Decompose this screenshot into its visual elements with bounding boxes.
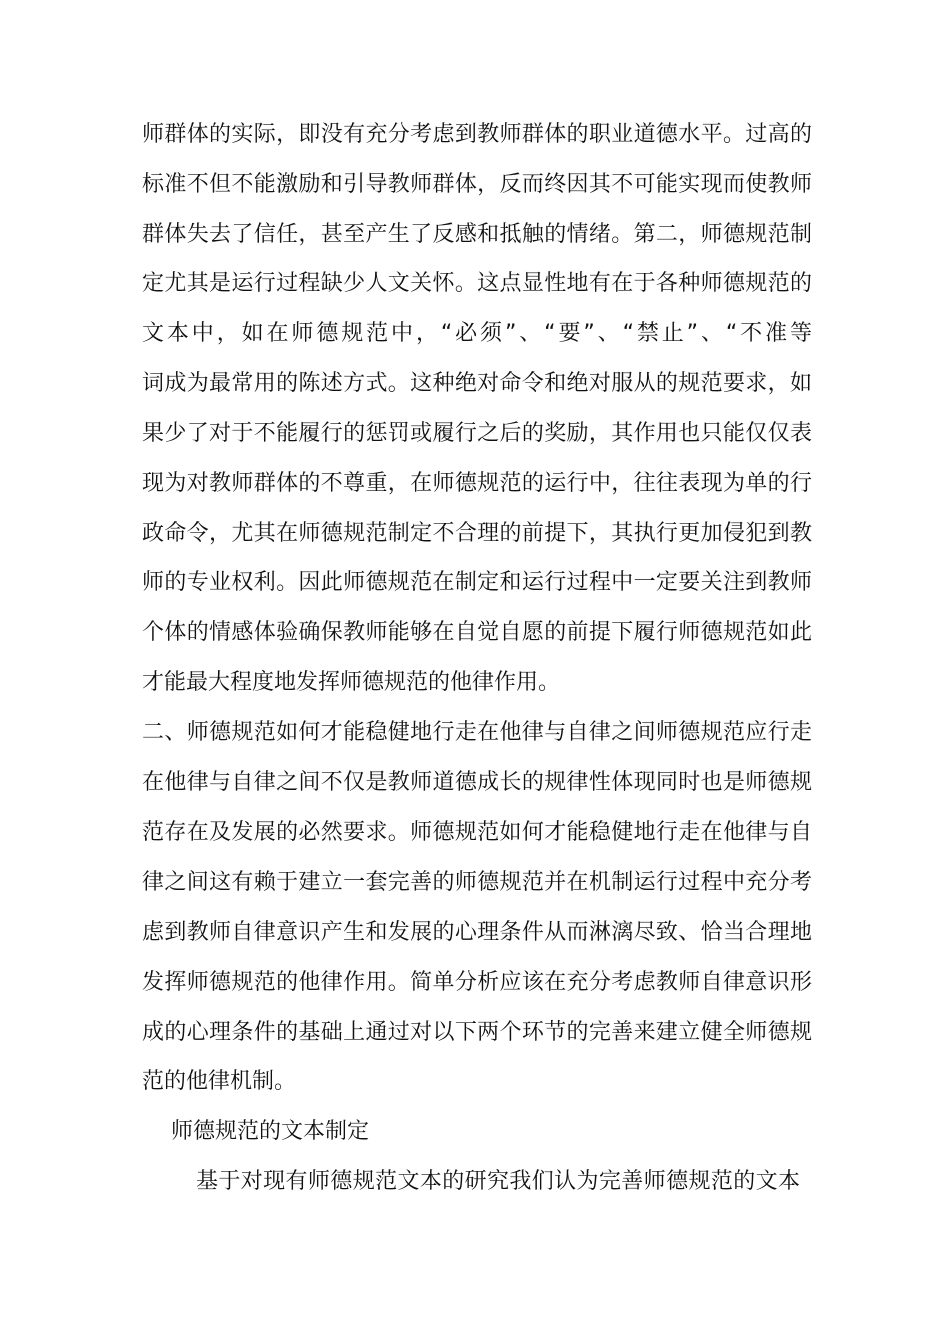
text-line: 成的心理条件的基础上通过对以下两个环节的完善来建立健全师德规 bbox=[142, 1020, 812, 1045]
text-line: 律之间这有赖于建立一套完善的师德规范并在机制运行过程中充分考 bbox=[142, 870, 812, 895]
text-line: 师的专业权利。因此师德规范在制定和运行过程中一定要关注到教师 bbox=[142, 570, 812, 595]
text-line: 在他律与自律之间不仅是教师道德成长的规律性体现同时也是师德规 bbox=[142, 770, 812, 795]
text-line: 师群体的实际，即没有充分考虑到教师群体的职业道德水平。过高的 bbox=[142, 122, 812, 147]
text-line: 群体失去了信任，甚至产生了反感和抵触的情绪。第二，师德规范制 bbox=[142, 222, 812, 247]
text-line: 范的他律机制。 bbox=[142, 1069, 297, 1094]
text-line: 定尤其是运行过程缺少人文关怀。这点显性地有在于各种师德规范的 bbox=[142, 271, 812, 296]
text-line: 发挥师德规范的他律作用。简单分析应该在充分考虑教师自律意识形 bbox=[142, 970, 812, 995]
text-line: 标准不但不能激励和引导教师群体，反而终因其不可能实现而使教师 bbox=[142, 172, 812, 197]
text-line: 词成为最常用的陈述方式。这种绝对命令和绝对服从的规范要求，如 bbox=[142, 371, 812, 396]
text-line: 才能最大程度地发挥师德规范的他律作用。 bbox=[142, 670, 561, 695]
text-line: 现为对教师群体的不尊重，在师德规范的运行中，往往表现为单的行 bbox=[142, 471, 812, 496]
subsection-heading: 师德规范的文本制定 bbox=[171, 1119, 370, 1144]
text-line: 文本中，如在师德规范中，“必须”、“要”、“禁止”、“不准等 bbox=[142, 321, 812, 346]
text-line: 果少了对于不能履行的惩罚或履行之后的奖励，其作用也只能仅仅表 bbox=[142, 421, 812, 446]
section-heading-line: 二、师德规范如何才能稳健地行走在他律与自律之间师德规范应行走 bbox=[142, 720, 812, 745]
text-line: 范存在及发展的必然要求。师德规范如何才能稳健地行走在他律与自 bbox=[142, 820, 812, 845]
text-line: 虑到教师自律意识产生和发展的心理条件从而淋漓尽致、恰当合理地 bbox=[142, 920, 812, 945]
text-line: 政命令，尤其在师德规范制定不合理的前提下，其执行更加侵犯到教 bbox=[142, 521, 812, 546]
text-line: 基于对现有师德规范文本的研究我们认为完善师德规范的文本 bbox=[196, 1169, 800, 1194]
text-line: 个体的情感体验确保教师能够在自觉自愿的前提下履行师德规范如此 bbox=[142, 620, 812, 645]
